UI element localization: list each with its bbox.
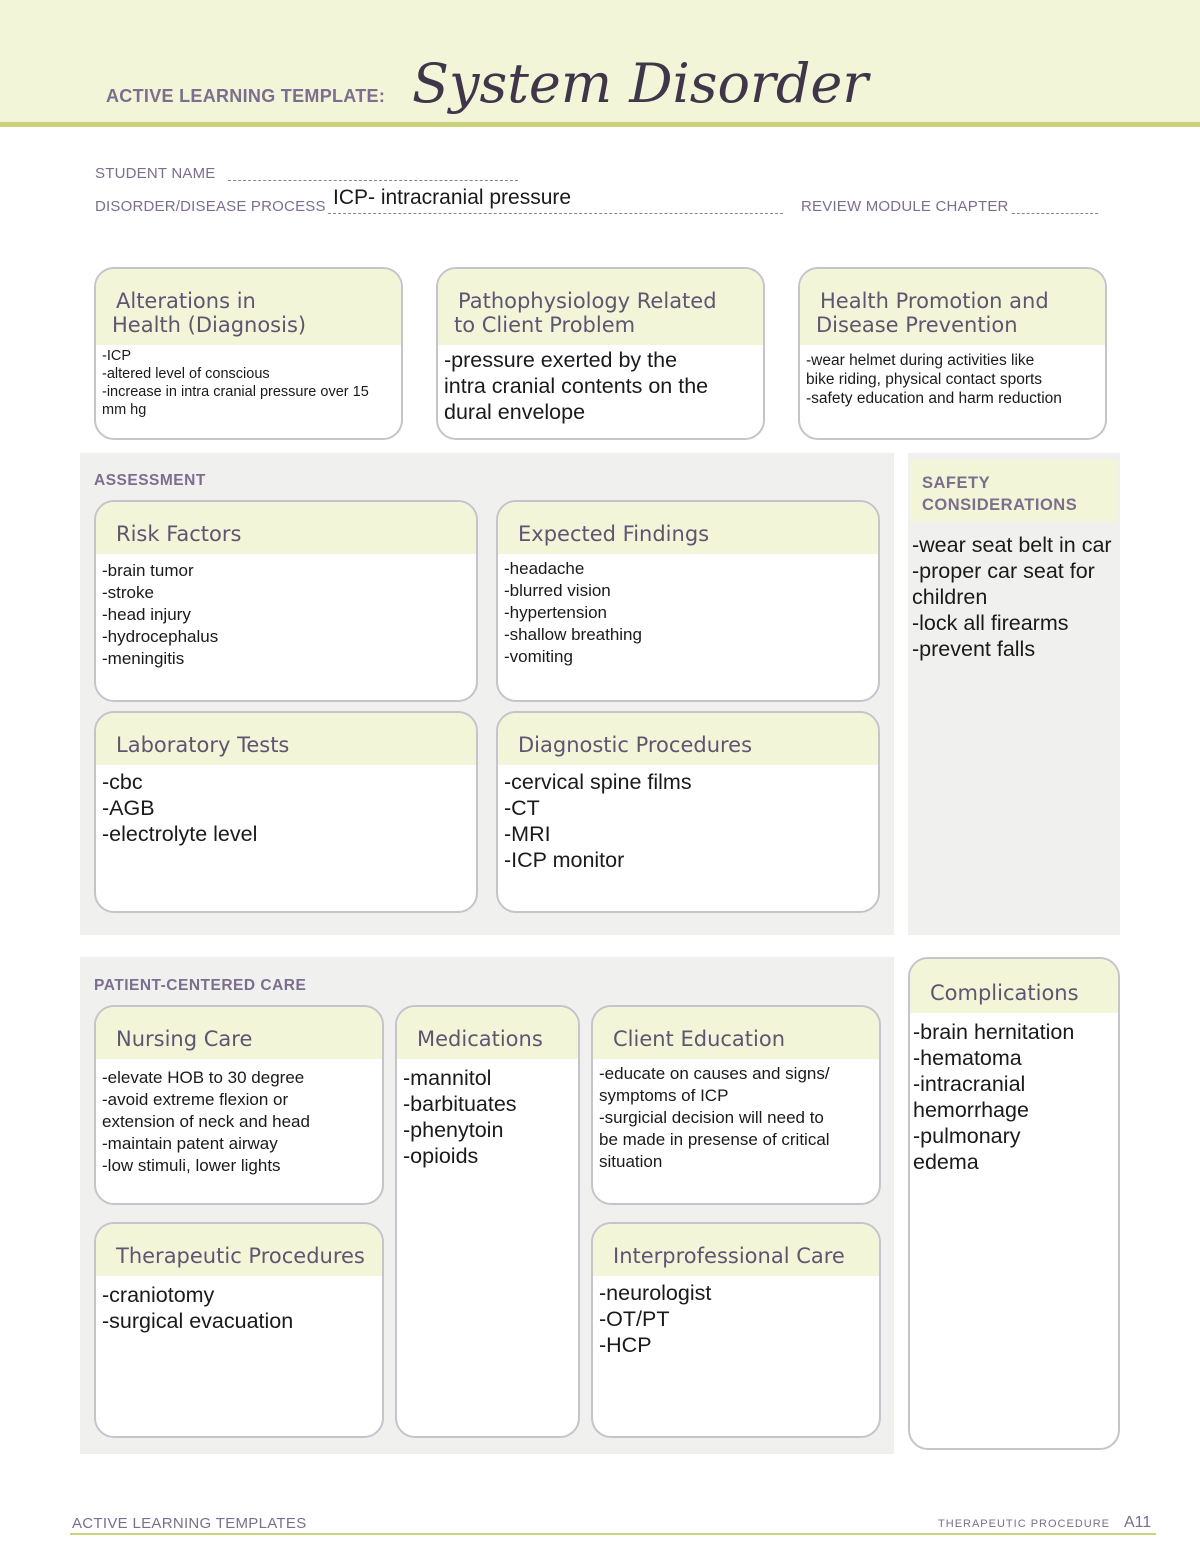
alterations-body xyxy=(96,345,401,419)
disorder-field[interactable] xyxy=(328,213,783,214)
expected-finding-item: -headache xyxy=(504,559,585,578)
nursing-care-card-header xyxy=(96,1007,382,1059)
safety-title-line2: CONSIDERATIONS xyxy=(922,496,1078,514)
pathophysiology-card xyxy=(436,267,765,440)
therapeutic-procedures-body xyxy=(96,1276,382,1334)
pathophysiology-card-header xyxy=(438,269,763,345)
pathophysiology-title-line1: Pathophysiology Related xyxy=(458,289,717,313)
expected-finding-item: -hypertension xyxy=(504,603,608,622)
health-promotion-line: bike riding, physical contact sports xyxy=(806,371,1043,388)
laboratory-tests-body xyxy=(96,765,476,847)
alterations-title-line1: Alterations in xyxy=(116,289,256,313)
diagnostic-procedures-body xyxy=(498,765,878,873)
client-education-item: situation xyxy=(599,1152,663,1171)
risk-factor-item: -meningitis xyxy=(102,649,185,668)
pathophysiology-body xyxy=(438,345,763,425)
pathophysiology-line: -pressure exerted by the xyxy=(444,348,678,372)
therapeutic-procedure-item: -surgical evacuation xyxy=(102,1309,294,1333)
health-promotion-title-line1: Health Promotion and xyxy=(820,289,1049,313)
expected-findings-body xyxy=(498,554,878,668)
client-education-item: be made in presense of critical xyxy=(599,1130,830,1149)
therapeutic-procedures-title: Therapeutic Procedures xyxy=(116,1244,365,1268)
therapeutic-procedure-item: -craniotomy xyxy=(102,1283,215,1307)
health-promotion-line: -wear helmet during activities like xyxy=(806,352,1035,369)
risk-factors-title: Risk Factors xyxy=(116,522,242,546)
alterations-card xyxy=(94,267,403,440)
nursing-care-item: extension of neck and head xyxy=(102,1112,310,1131)
health-promotion-card xyxy=(798,267,1107,440)
medications-card-header xyxy=(397,1007,578,1059)
alterations-line: -increase in intra cranial pressure over 15 xyxy=(102,384,369,400)
nursing-care-card xyxy=(94,1005,384,1205)
safety-title-line1: SAFETY xyxy=(922,474,991,492)
client-education-card xyxy=(591,1005,881,1205)
alterations-line: -ICP xyxy=(102,348,131,364)
expected-finding-item: -vomiting xyxy=(504,647,573,666)
expected-finding-item: -shallow breathing xyxy=(504,625,642,644)
complication-item: -intracranial xyxy=(913,1072,1026,1096)
safety-item: -prevent falls xyxy=(912,637,1036,661)
complication-item: hemorrhage xyxy=(913,1098,1029,1122)
interprofessional-care-item: -HCP xyxy=(599,1333,652,1357)
client-education-body xyxy=(593,1059,879,1173)
template-label: ACTIVE LEARNING TEMPLATE: xyxy=(106,86,386,106)
safety-header xyxy=(910,460,1118,522)
diagnostic-procedure-item: -cervical spine films xyxy=(504,770,692,794)
assessment-label: ASSESSMENT xyxy=(94,472,206,489)
student-name-field[interactable] xyxy=(228,180,518,181)
health-promotion-body xyxy=(800,345,1105,408)
patient-care-label: PATIENT-CENTERED CARE xyxy=(94,977,307,994)
footer-left-label: ACTIVE LEARNING TEMPLATES xyxy=(72,1515,307,1532)
diagnostic-procedures-card xyxy=(496,711,880,913)
client-education-title: Client Education xyxy=(613,1027,786,1051)
client-education-item: -educate on causes and signs/ xyxy=(599,1064,830,1083)
nursing-care-title: Nursing Care xyxy=(116,1027,253,1051)
diagnostic-procedure-item: -MRI xyxy=(504,822,551,846)
diagnostic-procedures-card-header xyxy=(498,713,878,765)
pathophysiology-line: dural envelope xyxy=(444,400,586,424)
risk-factors-card-header xyxy=(96,502,476,554)
complication-item: -brain hernitation xyxy=(913,1020,1075,1044)
pathophysiology-title-line2: to Client Problem xyxy=(454,313,636,337)
diagnostic-procedures-title: Diagnostic Procedures xyxy=(518,733,753,757)
medications-title: Medications xyxy=(417,1027,543,1051)
risk-factor-item: -brain tumor xyxy=(102,561,194,580)
interprofessional-care-item: -OT/PT xyxy=(599,1307,670,1331)
review-chapter-field[interactable] xyxy=(1012,213,1098,214)
medication-item: -barbituates xyxy=(403,1092,517,1116)
safety-section xyxy=(908,453,1120,935)
client-education-card-header xyxy=(593,1007,879,1059)
medications-body xyxy=(397,1059,578,1169)
risk-factor-item: -stroke xyxy=(102,583,154,602)
nursing-care-item: -avoid extreme flexion or xyxy=(102,1090,289,1109)
nursing-care-item: -elevate HOB to 30 degree xyxy=(102,1068,305,1087)
laboratory-test-item: -cbc xyxy=(102,770,143,794)
nursing-care-item: -maintain patent airway xyxy=(102,1134,278,1153)
client-education-item: -surgicial decision will need to xyxy=(599,1108,824,1127)
template-title: System Disorder xyxy=(412,52,869,115)
header-rule xyxy=(0,122,1200,127)
expected-finding-item: -blurred vision xyxy=(504,581,611,600)
medication-item: -mannitol xyxy=(403,1066,492,1090)
laboratory-tests-card-header xyxy=(96,713,476,765)
therapeutic-procedures-card xyxy=(94,1222,384,1438)
risk-factors-body xyxy=(96,554,476,670)
complication-item: -pulmonary xyxy=(913,1124,1021,1148)
alterations-title-line2: Health (Diagnosis) xyxy=(112,313,307,337)
interprofessional-care-title: Interprofessional Care xyxy=(613,1244,845,1268)
laboratory-test-item: -AGB xyxy=(102,796,155,820)
health-promotion-title-line2: Disease Prevention xyxy=(816,313,1018,337)
interprofessional-care-card-header xyxy=(593,1224,879,1276)
review-chapter-label: REVIEW MODULE CHAPTER xyxy=(801,198,1009,215)
complication-item: edema xyxy=(913,1150,979,1174)
safety-body xyxy=(912,532,1116,662)
footer-page-number: A11 xyxy=(1124,1514,1152,1531)
medications-card xyxy=(395,1005,580,1438)
alterations-line: mm hg xyxy=(102,402,147,418)
diagnostic-procedure-item: -ICP monitor xyxy=(504,848,625,872)
interprofessional-care-item: -neurologist xyxy=(599,1281,712,1305)
disorder-value: ICP- intracranial pressure xyxy=(333,186,572,209)
pathophysiology-line: intra cranial contents on the xyxy=(444,374,709,398)
medication-item: -phenytoin xyxy=(403,1118,504,1142)
interprofessional-care-body xyxy=(593,1276,879,1358)
alterations-card-header xyxy=(96,269,401,345)
therapeutic-procedures-card-header xyxy=(96,1224,382,1276)
student-name-label: STUDENT NAME xyxy=(95,165,216,182)
complications-body xyxy=(910,1013,1118,1175)
health-promotion-line: -safety education and harm reduction xyxy=(806,390,1062,407)
expected-findings-card-header xyxy=(498,502,878,554)
safety-item: -wear seat belt in car xyxy=(912,533,1112,557)
nursing-care-item: -low stimuli, lower lights xyxy=(102,1156,281,1175)
alterations-line: -altered level of conscious xyxy=(102,366,270,382)
safety-item: -proper car seat for children xyxy=(912,559,1095,609)
nursing-care-body xyxy=(96,1059,382,1177)
disorder-label: DISORDER/DISEASE PROCESS xyxy=(95,198,326,215)
risk-factors-card xyxy=(94,500,478,702)
complication-item: -hematoma xyxy=(913,1046,1022,1070)
footer-rule xyxy=(70,1533,1156,1535)
laboratory-tests-card xyxy=(94,711,478,913)
complications-card xyxy=(908,957,1120,1450)
risk-factor-item: -head injury xyxy=(102,605,191,624)
safety-item: -lock all firearms xyxy=(912,611,1069,635)
laboratory-tests-title: Laboratory Tests xyxy=(116,733,290,757)
risk-factor-item: -hydrocephalus xyxy=(102,627,219,646)
complications-card-header xyxy=(910,959,1118,1013)
laboratory-test-item: -electrolyte level xyxy=(102,822,258,846)
medication-item: -opioids xyxy=(403,1144,479,1168)
expected-findings-title: Expected Findings xyxy=(518,522,710,546)
interprofessional-care-card xyxy=(591,1222,881,1438)
footer-right-label: THERAPEUTIC PROCEDURE xyxy=(938,1518,1110,1530)
health-promotion-card-header xyxy=(800,269,1105,345)
expected-findings-card xyxy=(496,500,880,702)
client-education-item: symptoms of ICP xyxy=(599,1086,729,1105)
complications-title: Complications xyxy=(930,981,1079,1005)
diagnostic-procedure-item: -CT xyxy=(504,796,540,820)
